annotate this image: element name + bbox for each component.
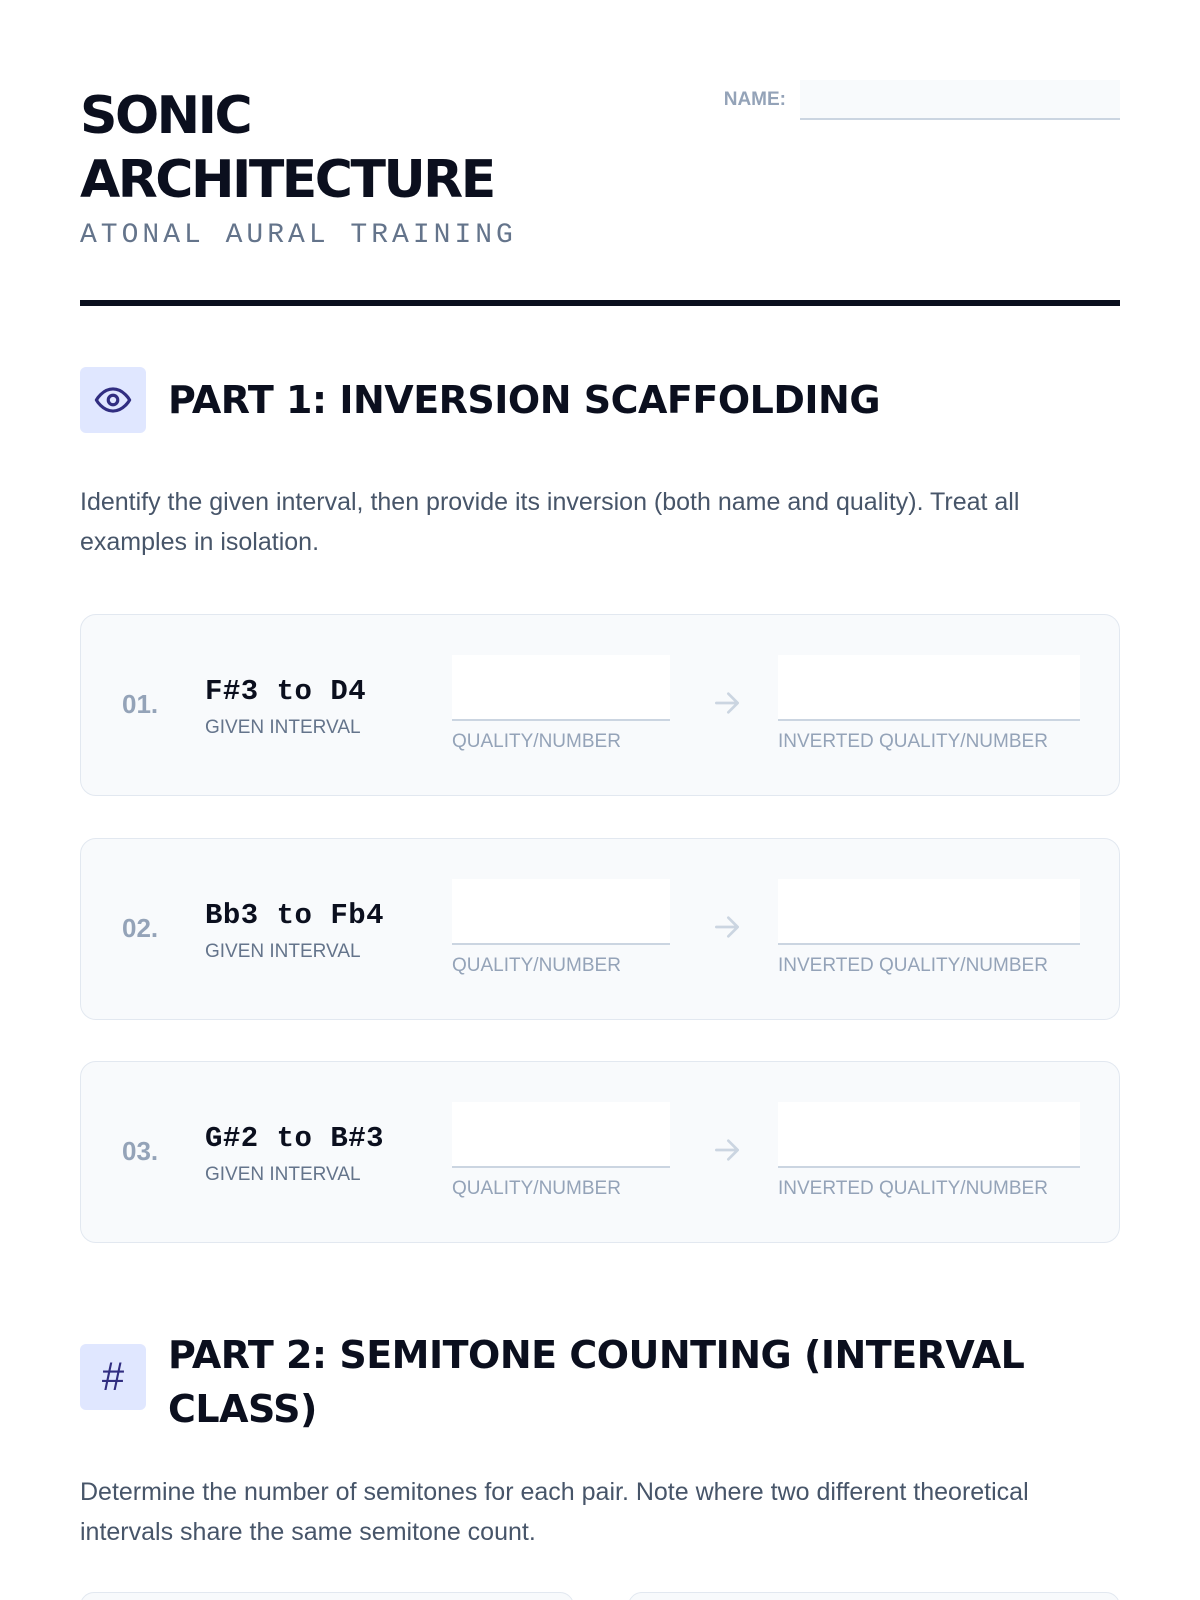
given-interval: F#3 to D4: [205, 675, 367, 708]
quality-number-input[interactable]: [452, 1102, 670, 1168]
item-number: 03.: [122, 1136, 159, 1166]
hash-icon: [80, 1344, 146, 1410]
arrow-right-icon: [711, 911, 743, 943]
item-number: 01.: [122, 689, 159, 719]
given-interval: Bb3 to Fb4: [205, 899, 385, 932]
header-divider: [80, 300, 1120, 306]
quality-number-input[interactable]: [452, 655, 670, 721]
part2-description: Determine the number of semitones for each pair. Note where two different theoretical intervals share the same semitone count.: [80, 1478, 1029, 1546]
title-line-1: SONIC: [80, 86, 251, 146]
inverted-quality-number-label: INVERTED QUALITY/NUMBER: [778, 731, 1048, 752]
arrow-right-icon: [711, 1134, 743, 1166]
given-interval: G#2 to B#3: [205, 1122, 385, 1155]
given-interval-label: GIVEN INTERVAL: [205, 717, 361, 738]
eye-icon: [80, 367, 146, 433]
hash-glyph: #: [101, 1355, 125, 1399]
arrow-right-icon: [711, 687, 743, 719]
name-label: NAME:: [723, 89, 786, 110]
semitone-card-2: [628, 1592, 1120, 1600]
inverted-quality-number-input[interactable]: [778, 655, 1080, 721]
part1-heading: [80, 367, 1120, 433]
interval-card-3: [80, 1061, 1120, 1243]
given-interval-label: GIVEN INTERVAL: [205, 1164, 361, 1185]
semitone-card-1: [80, 1592, 574, 1600]
quality-number-input[interactable]: [452, 879, 670, 945]
inverted-quality-number-label: INVERTED QUALITY/NUMBER: [778, 1178, 1048, 1199]
part1-title: PART 1: INVERSION SCAFFOLDING: [168, 378, 881, 422]
inverted-quality-number-input[interactable]: [778, 879, 1080, 945]
part2-title: PART 2: SEMITONE COUNTING (INTERVAL CLASS): [168, 1333, 1025, 1431]
worksheet-header: [80, 84, 1120, 254]
quality-number-label: QUALITY/NUMBER: [452, 955, 621, 976]
given-interval-label: GIVEN INTERVAL: [205, 941, 361, 962]
inverted-quality-number-label: INVERTED QUALITY/NUMBER: [778, 955, 1048, 976]
quality-number-label: QUALITY/NUMBER: [452, 731, 621, 752]
name-block: [724, 80, 1120, 120]
part2-heading: [80, 1328, 1120, 1436]
interval-card-1: [80, 614, 1120, 796]
part1-description: Identify the given interval, then provide its inversion (both name and quality). Treat all examples in isolation.: [80, 488, 1020, 556]
interval-card-2: [80, 838, 1120, 1020]
item-number: 02.: [122, 913, 159, 943]
worksheet-subtitle: ATONAL AURAL TRAINING: [80, 220, 517, 251]
quality-number-label: QUALITY/NUMBER: [452, 1178, 621, 1199]
inverted-quality-number-input[interactable]: [778, 1102, 1080, 1168]
title-line-2: ARCHITECTURE: [80, 150, 494, 210]
name-input[interactable]: [800, 80, 1120, 120]
